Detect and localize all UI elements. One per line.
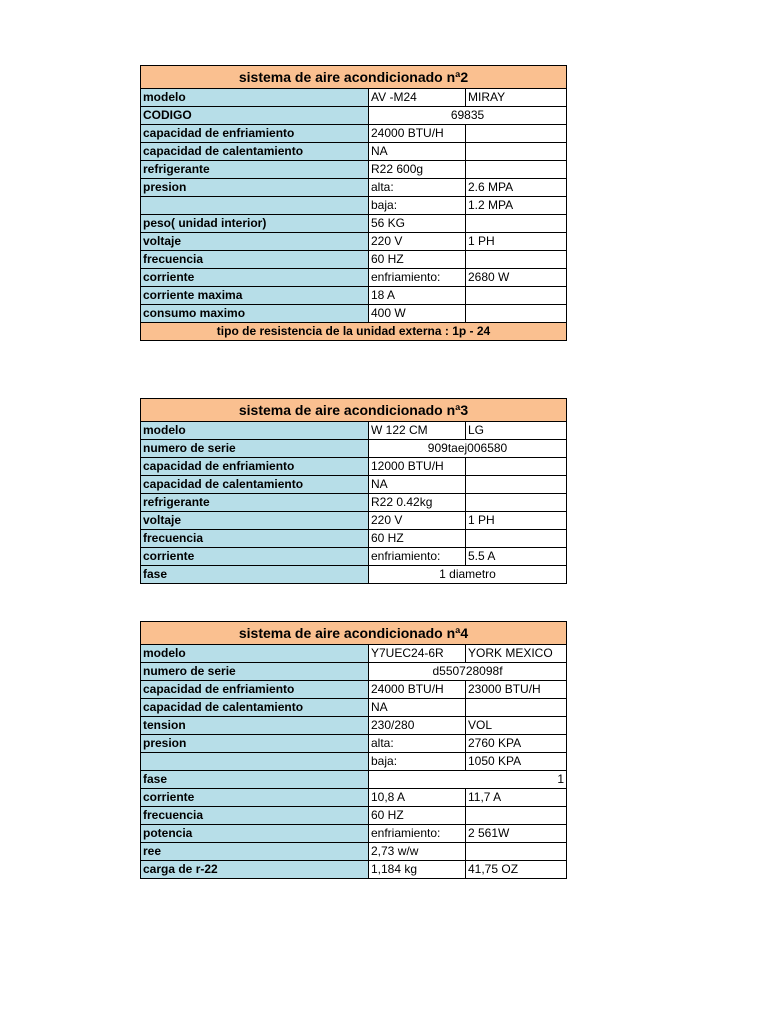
row-label: modelo (141, 645, 369, 663)
row-value-secondary (466, 287, 567, 305)
row-value-secondary: 2 561W (466, 825, 567, 843)
row-value-secondary (466, 215, 567, 233)
row-value-secondary: 5.5 A (466, 548, 567, 566)
row-label: corriente (141, 269, 369, 287)
table-row (141, 179, 567, 197)
row-label: consumo maximo (141, 305, 369, 323)
table-row (141, 233, 567, 251)
row-label: modelo (141, 422, 369, 440)
row-value: AV -M24 (369, 89, 466, 107)
table-row (141, 143, 567, 161)
row-label: frecuencia (141, 530, 369, 548)
row-value: enfriamiento: (369, 548, 466, 566)
table-row (141, 861, 567, 879)
row-value: baja: (369, 197, 466, 215)
row-value: 69835 (369, 107, 567, 125)
row-value-secondary (466, 807, 567, 825)
row-value: baja: (369, 753, 466, 771)
table-row (141, 663, 567, 681)
row-value: 10,8 A (369, 789, 466, 807)
spec-table-4 (140, 621, 567, 879)
row-value: alta: (369, 179, 466, 197)
row-label: capacidad de enfriamiento (141, 125, 369, 143)
row-value-secondary: 41,75 OZ (466, 861, 567, 879)
row-value: 220 V (369, 512, 466, 530)
row-value: 909taej006580 (369, 440, 567, 458)
row-value-secondary (466, 305, 567, 323)
table-row (141, 440, 567, 458)
table-row (141, 476, 567, 494)
table-row (141, 125, 567, 143)
row-label: capacidad de enfriamiento (141, 458, 369, 476)
table-title: sistema de aire acondicionado nª2 (141, 66, 567, 89)
table-row (141, 548, 567, 566)
row-value: enfriamiento: (369, 825, 466, 843)
row-value: alta: (369, 735, 466, 753)
row-label: tension (141, 717, 369, 735)
row-label: peso( unidad interior) (141, 215, 369, 233)
row-label: fase (141, 566, 369, 584)
table-row (141, 215, 567, 233)
row-value: 1 diametro (369, 566, 567, 584)
table-row (141, 681, 567, 699)
row-value-secondary: 1 PH (466, 512, 567, 530)
row-value: Y7UEC24-6R (369, 645, 466, 663)
row-value: 220 V (369, 233, 466, 251)
row-value: 12000 BTU/H (369, 458, 466, 476)
row-value: 60 HZ (369, 251, 466, 269)
row-label: modelo (141, 89, 369, 107)
table-row (141, 305, 567, 323)
row-value: 24000 BTU/H (369, 125, 466, 143)
row-value: NA (369, 476, 466, 494)
row-label: refrigerante (141, 161, 369, 179)
table-row (141, 735, 567, 753)
row-label: corriente (141, 548, 369, 566)
row-value-secondary: 2.6 MPA (466, 179, 567, 197)
row-value: enfriamiento: (369, 269, 466, 287)
row-value-secondary (466, 458, 567, 476)
row-label (141, 197, 369, 215)
row-value: W 122 CM (369, 422, 466, 440)
table-row (141, 753, 567, 771)
row-value: 1,184 kg (369, 861, 466, 879)
table-title: sistema de aire acondicionado nª4 (141, 622, 567, 645)
table-row (141, 512, 567, 530)
row-value: NA (369, 143, 466, 161)
row-label: potencia (141, 825, 369, 843)
row-value: NA (369, 699, 466, 717)
table-title-row (141, 399, 567, 422)
row-value: 18 A (369, 287, 466, 305)
row-value-secondary (466, 699, 567, 717)
table-row (141, 771, 567, 789)
row-value-secondary (466, 843, 567, 861)
row-value: 56 KG (369, 215, 466, 233)
spec-table-3 (140, 398, 567, 584)
row-label: capacidad de calentamiento (141, 476, 369, 494)
row-value-secondary (466, 161, 567, 179)
spec-table-2 (140, 65, 567, 341)
row-value: 60 HZ (369, 807, 466, 825)
row-value: R22 0.42kg (369, 494, 466, 512)
row-label: frecuencia (141, 807, 369, 825)
row-label: carga de r-22 (141, 861, 369, 879)
row-value-secondary (466, 476, 567, 494)
row-label: frecuencia (141, 251, 369, 269)
table-row (141, 699, 567, 717)
table-row (141, 251, 567, 269)
row-label: corriente (141, 789, 369, 807)
table-row (141, 530, 567, 548)
table-row (141, 807, 567, 825)
row-value-secondary (466, 530, 567, 548)
row-value-secondary: 1050 KPA (466, 753, 567, 771)
row-value: 24000 BTU/H (369, 681, 466, 699)
row-value: d550728098f (369, 663, 567, 681)
table-row (141, 825, 567, 843)
row-label: numero de serie (141, 663, 369, 681)
table-row (141, 422, 567, 440)
row-value-secondary: 11,7 A (466, 789, 567, 807)
row-value-secondary (466, 251, 567, 269)
row-value: 60 HZ (369, 530, 466, 548)
row-value: 1 (369, 771, 567, 789)
row-label (141, 753, 369, 771)
table-title-row (141, 66, 567, 89)
row-value-secondary (466, 143, 567, 161)
row-label: capacidad de calentamiento (141, 143, 369, 161)
row-label: refrigerante (141, 494, 369, 512)
row-value: R22 600g (369, 161, 466, 179)
row-label: ree (141, 843, 369, 861)
table-row (141, 197, 567, 215)
row-value-secondary: 2680 W (466, 269, 567, 287)
table-row (141, 566, 567, 584)
table-title: sistema de aire acondicionado nª3 (141, 399, 567, 422)
table-row (141, 843, 567, 861)
row-label: fase (141, 771, 369, 789)
row-value: 400 W (369, 305, 466, 323)
table-row (141, 645, 567, 663)
row-value: 230/280 (369, 717, 466, 735)
row-label: CODIGO (141, 107, 369, 125)
row-value-secondary: 1 PH (466, 233, 567, 251)
table-row (141, 494, 567, 512)
row-value-secondary: LG (466, 422, 567, 440)
table-row (141, 717, 567, 735)
row-value-secondary: YORK MEXICO (466, 645, 567, 663)
table-title-row (141, 622, 567, 645)
table-footer-row (141, 323, 567, 341)
table-row (141, 107, 567, 125)
row-label: capacidad de enfriamiento (141, 681, 369, 699)
table-row (141, 161, 567, 179)
row-label: capacidad de calentamiento (141, 699, 369, 717)
row-label: presion (141, 179, 369, 197)
table-row (141, 89, 567, 107)
row-label: numero de serie (141, 440, 369, 458)
table-row (141, 458, 567, 476)
table-footer: tipo de resistencia de la unidad externa : 1p - 24 (141, 323, 567, 341)
row-value-secondary: 23000 BTU/H (466, 681, 567, 699)
row-value-secondary: 1.2 MPA (466, 197, 567, 215)
row-label: corriente maxima (141, 287, 369, 305)
row-value: 2,73 w/w (369, 843, 466, 861)
table-row (141, 269, 567, 287)
row-value-secondary: 2760 KPA (466, 735, 567, 753)
row-value-secondary (466, 125, 567, 143)
row-value-secondary (466, 494, 567, 512)
row-value-secondary: MIRAY (466, 89, 567, 107)
row-label: voltaje (141, 512, 369, 530)
table-row (141, 287, 567, 305)
row-label: presion (141, 735, 369, 753)
table-row (141, 789, 567, 807)
row-value-secondary: VOL (466, 717, 567, 735)
row-label: voltaje (141, 233, 369, 251)
